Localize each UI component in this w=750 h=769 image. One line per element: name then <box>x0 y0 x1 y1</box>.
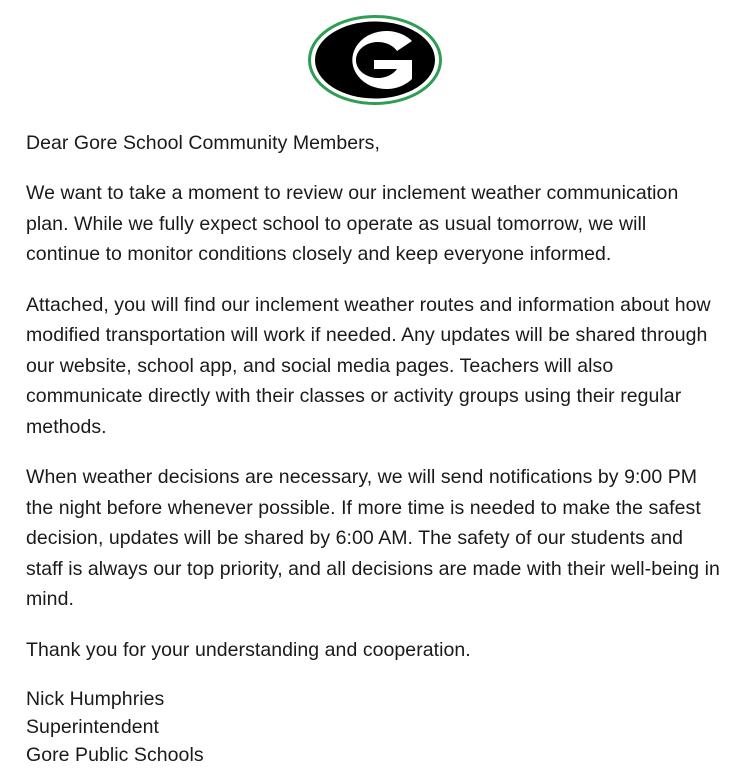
letter-body <box>0 128 750 769</box>
paragraph-1: We want to take a moment to review our inclement weather communication plan. While we fully expect school to operate as usual tomorrow, we will continue to monitor conditions closely and keep everyone informed. <box>26 182 679 265</box>
logo-header <box>0 0 750 106</box>
salutation: Dear Gore School Community Members, <box>26 132 380 154</box>
closing-line: Thank you for your understanding and cooperation. <box>26 638 471 661</box>
signature-block <box>26 685 724 769</box>
signature-name: Nick Humphries <box>26 688 165 710</box>
gore-school-g-logo-icon <box>308 14 442 106</box>
paragraph-3: When weather decisions are necessary, we will send notifications by 9:00 PM the night before whenever possible. If more time is needed to make the safest decision, updates will be shared by 6:00 AM. The safety of our students and staff is always our top priority, and all decisions are made with their well-being in mind. <box>26 466 720 610</box>
signature-organization: Gore Public Schools <box>26 744 204 766</box>
paragraph-2: Attached, you will find our inclement weather routes and information about how modified transportation will work if needed. Any updates will be shared through our website, school app, and social media pages. Teachers will also communicate directly with their classes or activity groups using their regular methods. <box>26 293 711 438</box>
signature-title: Superintendent <box>26 716 159 738</box>
